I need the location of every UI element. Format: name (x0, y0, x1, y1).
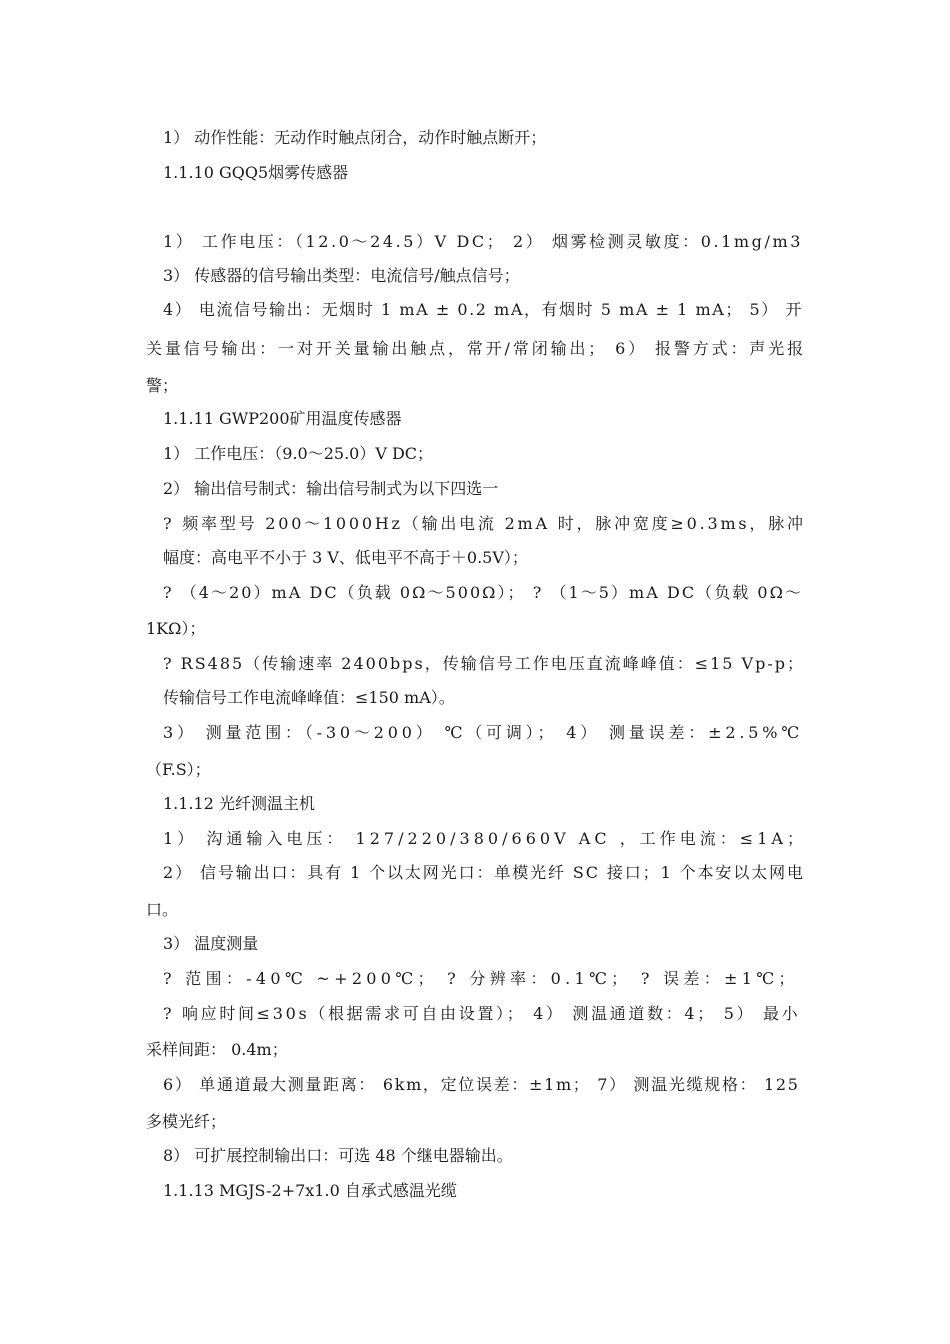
text-line: 传输信号工作电流峰峰值：≤150 mA）。 (163, 688, 455, 707)
text-line: 1） 工作电压：（12.0～24.5）V DC； 2） 烟雾检测灵敏度：0.1mg/m3 (163, 232, 803, 251)
section-heading: 1.1.10 GQQ5烟雾传感器 (163, 163, 349, 182)
text-line: 多模光纤； (146, 1112, 227, 1131)
text-line: 3） 温度测量 (163, 934, 259, 953)
text-line: 关量信号输出：一对开关量输出触点，常开/常闭输出； 6） 报警方式：声光报 (146, 339, 806, 358)
text-line: 3） 测量范围：（-30～200） ℃（可调）； 4） 测量误差：±2.5%℃ (163, 723, 803, 742)
text-line: 2） 信号输出口：具有 1 个以太网光口：单模光纤 SC 接口；1 个本安以太网电 (163, 863, 805, 882)
text-line: 口。 (146, 900, 179, 919)
section-heading: 1.1.12 光纤测温主机 (163, 794, 315, 813)
text-line: ? 范围：-40℃ ~+200℃； ? 分辨率：0.1℃； ? 误差：±1℃； (163, 969, 799, 988)
text-line: 1） 动作性能：无动作时触点闭合，动作时触点断开； (163, 128, 547, 147)
text-line: 1） 工作电压：（9.0～25.0）V DC； (163, 444, 434, 463)
text-line: 2） 输出信号制式：输出信号制式为以下四选一 (163, 479, 499, 498)
text-line: 1KΩ）； (146, 619, 206, 638)
text-line: 4） 电流信号输出：无烟时 1 mA ± 0.2 mA，有烟时 5 mA ± 1 mA； 5） 开 (163, 300, 803, 319)
text-line: （F.S）； (146, 760, 211, 779)
text-line: 8） 可扩展控制输出口：可选 48 个继电器输出。 (163, 1146, 513, 1165)
text-line: 幅度：高电平不小于 3 V、低电平不高于＋0.5V）； (163, 548, 528, 567)
text-line: 3） 传感器的信号输出类型：电流信号/触点信号； (163, 266, 520, 285)
text-line: ? 响应时间≤30s（根据需求可自由设置）； 4） 测温通道数：4； 5） 最小 (163, 1004, 801, 1023)
section-heading: 1.1.11 GWP200矿用温度传感器 (163, 409, 402, 428)
section-heading: 1.1.13 MGJS-2+7x1.0 自承式感温光缆 (163, 1181, 457, 1200)
text-line: 6） 单通道最大测量距离： 6km，定位误差：±1m； 7） 测温光缆规格： 125 (163, 1075, 800, 1094)
text-line: ? RS485（传输速率 2400bps，传输信号工作电压直流峰峰值：≤15 Vp-p； (163, 654, 805, 673)
text-line: 1） 沟通输入电压： 127/220/380/660V AC ，工作电流：≤1A； (163, 829, 808, 848)
text-line: 警； (146, 376, 179, 395)
text-line: ? 频率型号 200～1000Hz（输出电流 2mA 时，脉冲宽度≥0.3ms，脉冲 (163, 514, 806, 533)
text-line: 采样间距： 0.4m； (146, 1040, 288, 1059)
text-line: ? （4～20）mA DC（负载 0Ω～500Ω）； ? （1～5）mA DC（负载 0Ω～ (163, 583, 803, 602)
